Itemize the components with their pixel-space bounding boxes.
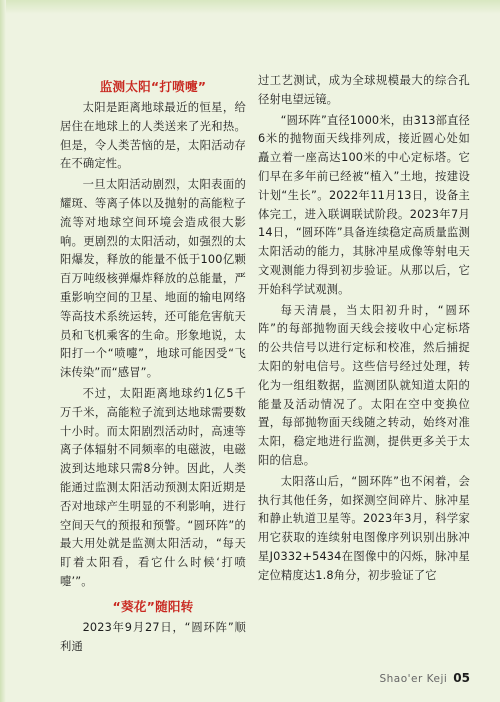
paragraph-continued: 过工艺测试，成为全球规模最大的综合孔径射电望远镜。 xyxy=(258,74,470,106)
paragraph: 太阳落山后，“圆环阵”也不闲着，会执行其他任务，如探测空间碎片、脉冲星和静止轨道卫星等。2023年3月，科学家用它获取的连续射电图像序列识别出脉冲星J0332+5434在图像中的闪烁，脉冲星定位精度达1.8角分，初步验证了它 xyxy=(258,474,470,582)
paragraph: “圆环阵”直径1000米，由313部直径6米的抛物面天线排列成，接近圆心处如矗立着一座高达100米的中心定标塔。它们早在多年前已经被“植入”土地，按建设计划“生长”。2022年11月13日，设备主体完工，进入联调联试阶段。2023年7月14日，“圆环阵”具备连续稳定高质量监测太阳活动的能力，其脉冲星成像等射电天文观测能力得到初步验证。从那以后，它开始科学试观测。 xyxy=(258,113,470,296)
paragraph: 一旦太阳活动剧烈，太阳表面的耀斑、等离子体以及抛射的高能粒子流等对地球空间环境会造成很大影响。更剧烈的太阳活动，如强烈的太阳爆发，释放的能量不低于100亿颗百万吨级核弹爆炸释放的总能量，严重影响空间的卫星、地面的输电网络等高技术系统运转，还可能危害航天员和飞机乘客的生命。形象地说，太阳打一个“喷嚏”，地球可能因受“飞沫传染”而“感冒”。 xyxy=(60,178,246,380)
magazine-brand: Shao'er Keji xyxy=(379,673,448,685)
page-top-edge xyxy=(0,0,500,14)
page-number: 05 xyxy=(453,671,470,685)
paragraph: 不过，太阳距离地球约1亿5千万千米，高能粒子流到达地球需要数十小时。而太阳剧烈活动时，高速等离子体辐射不同频率的电磁波，电磁波到达地球只需8分钟。因此，人类能通过监测太阳活动预测太阳近期是否对地球产生明显的不利影响，进行空间天气的预报和预警。“圆环阵”的最大用处就是监测太阳活动，“每天盯着太阳看，看它什么时候‘打喷嚏’”。 xyxy=(60,386,246,588)
left-column xyxy=(60,72,246,658)
section-heading-monitor-sun: 监测太阳“打喷嚏” xyxy=(99,79,207,94)
paragraph: 2023年9月27日，“圆环阵”顺利通 xyxy=(60,620,246,653)
page-left-edge xyxy=(0,0,6,702)
paragraph: 太阳是距离地球最近的恒星，给居住在地球上的人类送来了光和热。但是，令人类苦恼的是，太阳活动存在不确定性。 xyxy=(60,101,246,171)
page-footer xyxy=(379,671,470,685)
section-heading-sunflower: “葵花”随阳转 xyxy=(112,598,194,614)
right-column xyxy=(258,72,470,588)
paragraph: 每天清晨，当太阳初升时，“圆环阵”的每部抛物面天线会接收中心定标塔的公共信号以进行定标和校准，然后捕捉太阳的射电信号。这些信号经过处理，转化为一组组数据，监测团队就知道太阳的能量及活动情况了。太阳在空中变换位置，每部抛物面天线随之转动，始终对准太阳，稳定地进行监测，提供更多关于太阳的信息。 xyxy=(258,303,470,467)
